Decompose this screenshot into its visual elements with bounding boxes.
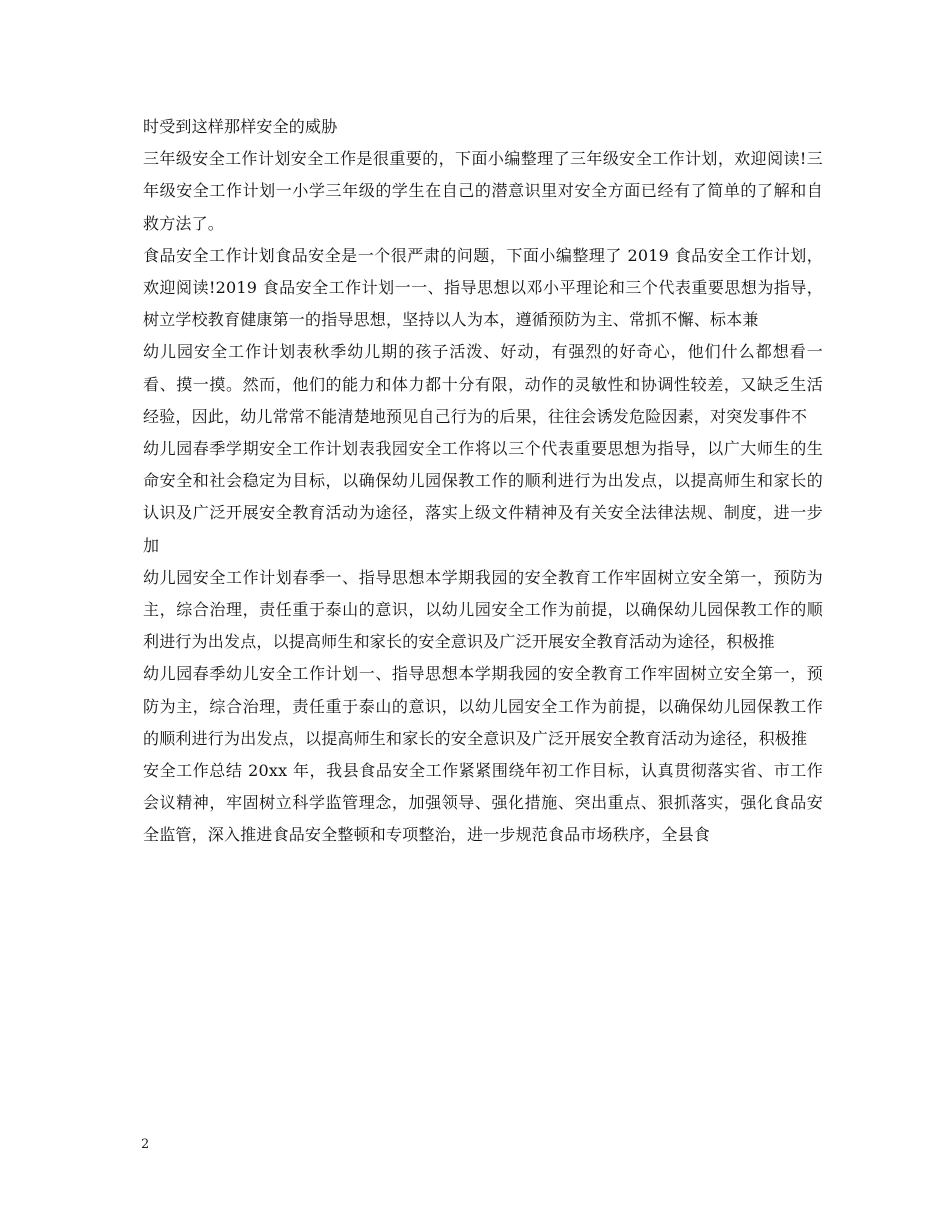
page-number: 2 <box>141 1137 150 1152</box>
paragraph: 三年级安全工作计划安全工作是很重要的，下面小编整理了三年级安全工作计划，欢迎阅读!三年级安全工作计划一小学三年级的学生在自己的潜意识里对安全方面已经有了简单的了解和自救方法了。 <box>143 149 823 233</box>
paragraph: 幼儿园春季学期安全工作计划表我园安全工作将以三个代表重要思想为指导，以广大师生的生命安全和社会稳定为目标，以确保幼儿园保教工作的顺利进行为出发点，以提高师生和家长的认识及广泛开展安全教育活动为途径，落实上级文件精神及有关安全法律法规、制度，进一步加 <box>143 439 823 555</box>
document-body <box>143 111 823 852</box>
paragraph: 时受到这样那样安全的威胁 <box>143 117 338 136</box>
paragraph: 幼儿园安全工作计划春季一、指导思想本学期我园的安全教育工作牢固树立安全第一，预防为主，综合治理，责任重于泰山的意识，以幼儿园安全工作为前提，以确保幼儿园保教工作的顺利进行为出发点，以提高师生和家长的安全意识及广泛开展安全教育活动为途径，积极推 <box>143 567 823 652</box>
paragraph: 幼儿园春季幼儿安全工作计划一、指导思想本学期我园的安全教育工作牢固树立安全第一，预防为主，综合治理，责任重于泰山的意识，以幼儿园安全工作为前提，以确保幼儿园保教工作的顺利进行为出发点，以提高师生和家长的安全意识及广泛开展安全教育活动为途径，积极推 <box>143 664 823 748</box>
paragraph: 幼儿园安全工作计划表秋季幼儿期的孩子活泼、好动，有强烈的好奇心，他们什么都想看一看、摸一摸。然而，他们的能力和体力都十分有限，动作的灵敏性和协调性较差，又缺乏生活经验，因此，幼儿常常不能清楚地预见自己行为的后果，往往会诱发危险因素，对突发事件不 <box>143 342 823 426</box>
paragraph: 食品安全工作计划食品安全是一个很严肃的问题，下面小编整理了 2019 食品安全工作计划，欢迎阅读!2019 食品安全工作计划一一、指导思想以邓小平理论和三个代表重要思想为指导，树立学校教育健康第一的指导思想，坚持以人为本，遵循预防为主、常抓不懈、标本兼 <box>143 245 823 330</box>
paragraph: 安全工作总结 20xx 年，我县食品安全工作紧紧围绕年初工作目标，认真贯彻落实省、市工作会议精神，牢固树立科学监管理念，加强领导、强化措施、突出重点、狠抓落实，强化食品安全监管，深入推进食品安全整顿和专项整治，进一步规范食品市场秩序，全县食 <box>143 761 823 845</box>
